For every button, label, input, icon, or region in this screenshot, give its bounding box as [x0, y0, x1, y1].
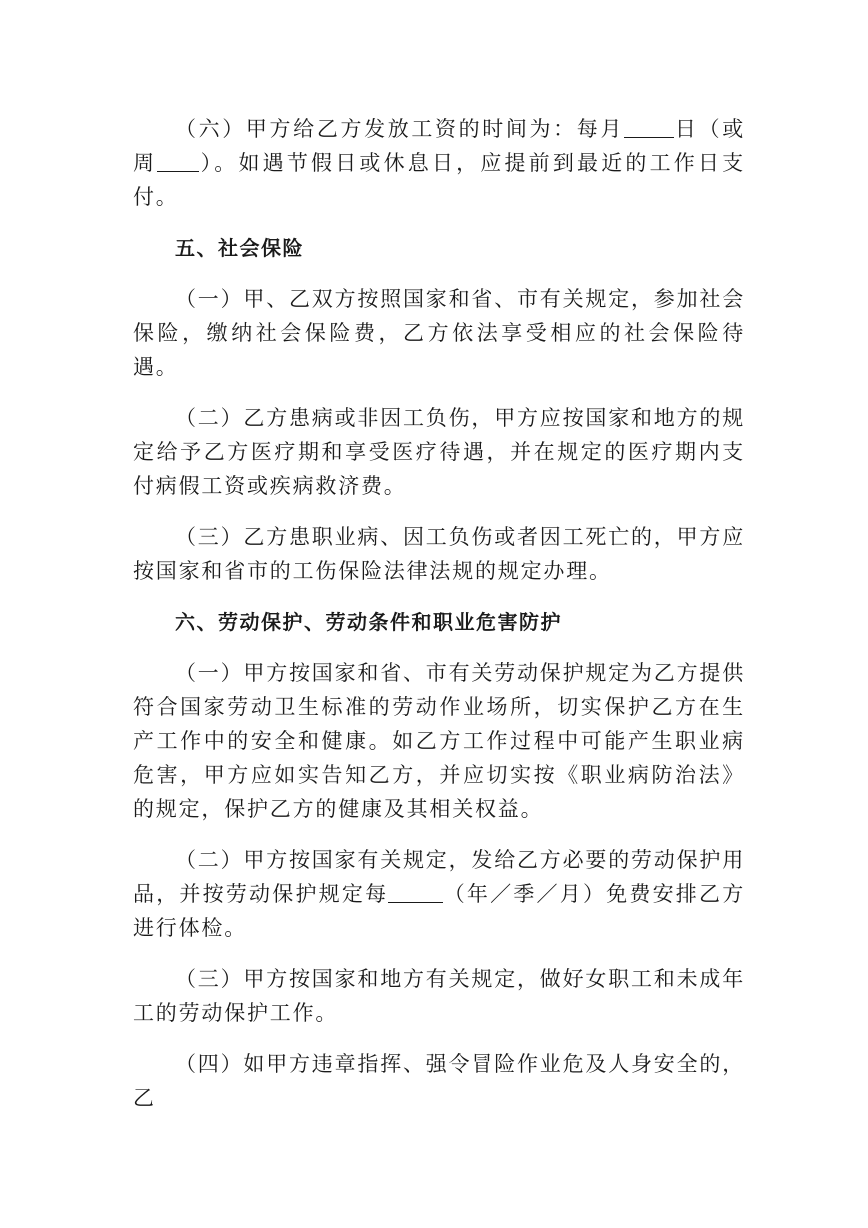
section-heading-labor-protection: 六、劳动保护、劳动条件和职业危害防护 — [175, 610, 562, 634]
paragraph-labor-protection-1: （一）甲方按国家和省、市有关劳动保护规定为乙方提供符合国家劳动卫生标准的劳动作业场所，切实保护乙方在生产工作中的安全和健康。如乙方工作过程中可能产生职业病危害，甲方应如实告知乙方，并应切实按《职业病防治法》的规定，保护乙方的健康及其相关权益。 — [133, 661, 745, 821]
paragraph-labor-protection-4: （四）如甲方违章指挥、强令冒险作业危及人身安全的，乙 — [133, 1052, 745, 1110]
paragraph-wage-payment-time — [133, 112, 745, 214]
wage-time-text-2: 日（或周 — [133, 117, 746, 175]
checkup-text-1: （二）甲方按国家有关规定，发给乙方必要的劳动保护用品，并按劳动保护规定每 — [133, 848, 745, 906]
day-blank-field[interactable] — [624, 115, 674, 138]
section-heading-social-insurance: 五、社会保险 — [175, 236, 304, 260]
document-body — [133, 112, 745, 1132]
checkup-frequency-blank-field[interactable] — [388, 880, 443, 903]
paragraph-labor-protection-3: （三）甲方按国家和地方有关规定，做好女职工和未成年工的劳动保护工作。 — [133, 967, 745, 1025]
paragraph-social-insurance-1: （一）甲、乙双方按照国家和省、市有关规定，参加社会保险，缴纳社会保险费，乙方依法享受相应的社会保险待遇。 — [133, 287, 745, 379]
wage-time-text-1: （六）甲方给乙方发放工资的时间为：每月 — [175, 117, 625, 141]
week-blank-field[interactable] — [157, 149, 199, 172]
paragraph-social-insurance-2: （二）乙方患病或非因工负伤，甲方应按国家和地方的规定给予乙方医疗期和享受医疗待遇，并在规定的医疗期内支付病假工资或疾病救济费。 — [133, 406, 745, 498]
checkup-text-2: （年／季／月）免费安排乙方进行体检。 — [133, 882, 745, 940]
paragraph-labor-protection-2 — [133, 843, 745, 945]
paragraph-social-insurance-3: （三）乙方患职业病、因工负伤或者因工死亡的，甲方应按国家和省市的工伤保险法律法规的规定办理。 — [133, 525, 745, 583]
wage-time-text-3: ）。如遇节假日或休息日，应提前到最近的工作日支付。 — [133, 151, 745, 209]
